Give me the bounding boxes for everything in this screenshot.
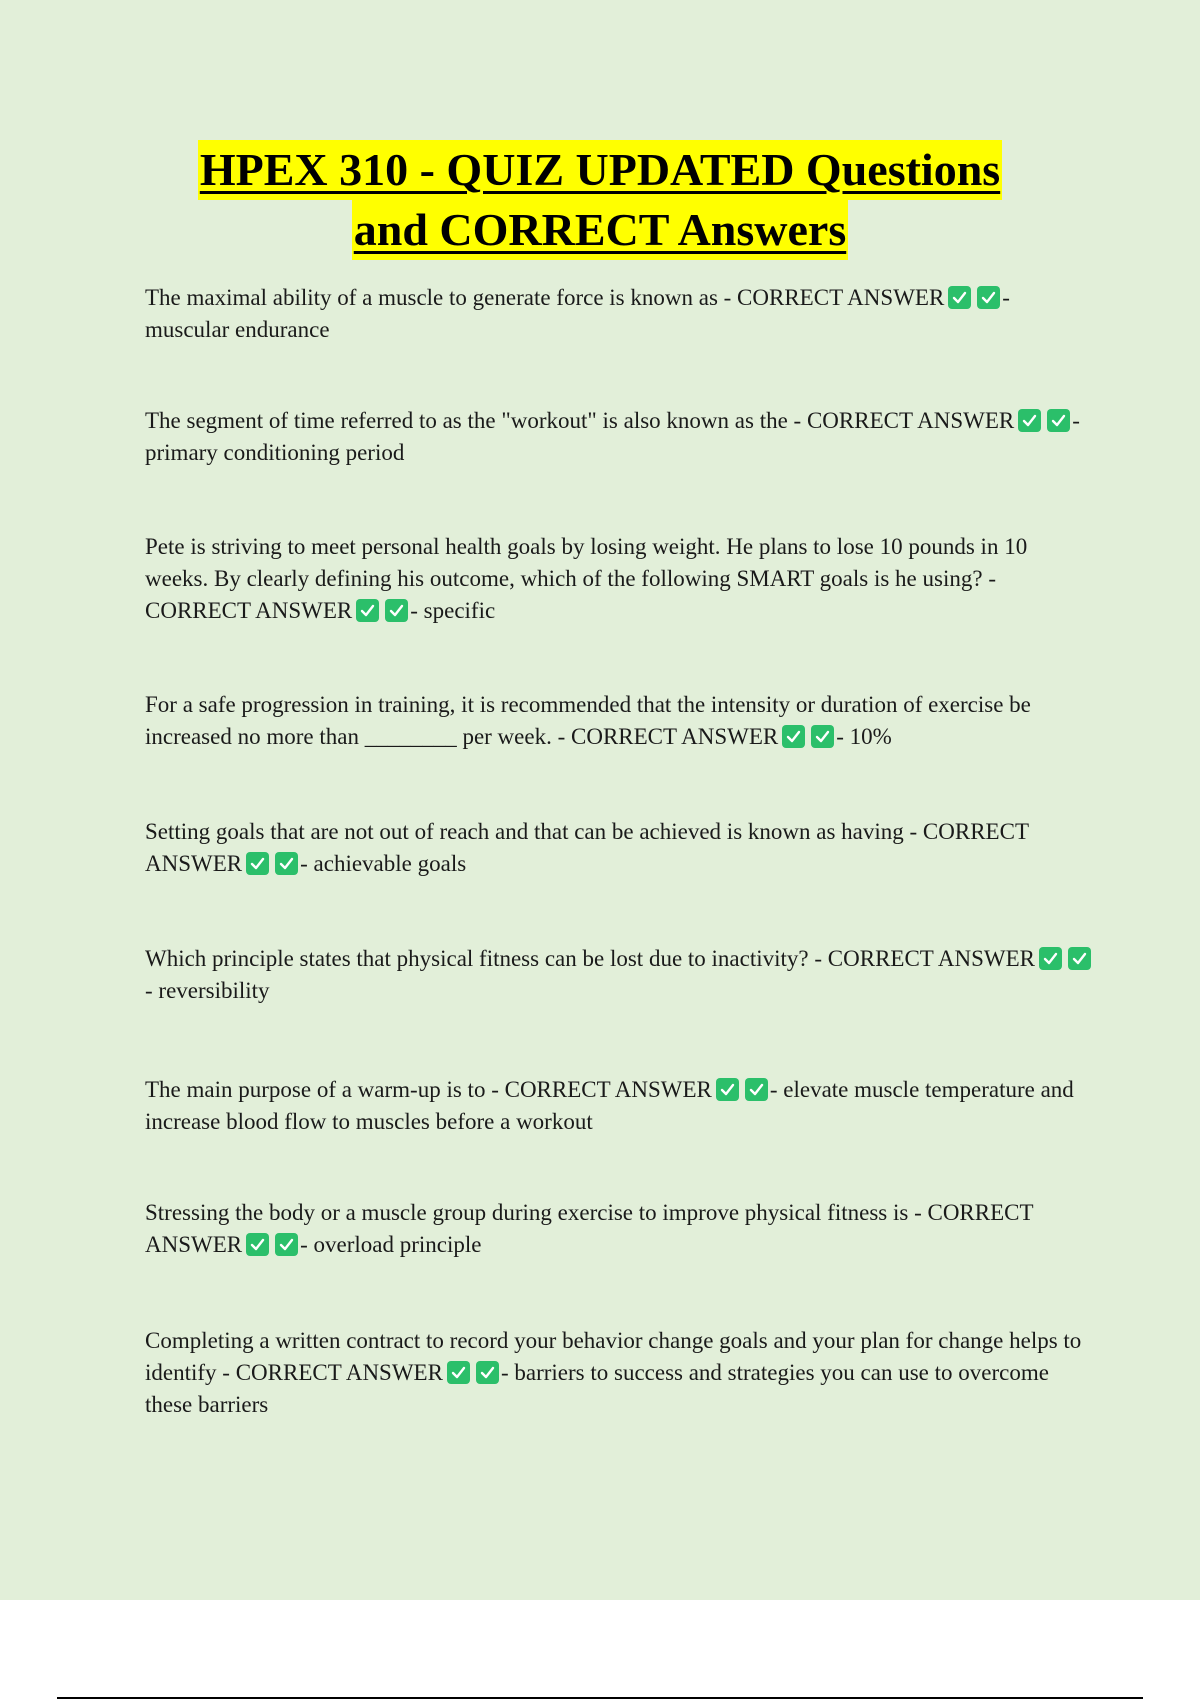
answer-text: - muscular endurance (145, 285, 1010, 342)
check-box-icon (246, 852, 269, 875)
question-text: The main purpose of a warm-up is to - CORRECT ANSWER (145, 1077, 712, 1102)
question-text: Setting goals that are not out of reach and that can be achieved is known as having - CORRECT ANSWER (145, 819, 1029, 876)
answer-text: - specific (410, 598, 496, 623)
question-text: For a safe progression in training, it is recommended that the intensity or duration of exercise be increased no more than ________ per week. - CORRECT ANSWER (145, 692, 1031, 749)
check-box-icon (782, 725, 805, 748)
question-text: Stressing the body or a muscle group during exercise to improve physical fitness is - CORRECT ANSWER (145, 1200, 1034, 1257)
check-box-icon (1018, 409, 1041, 432)
check-box-icon (1039, 947, 1062, 970)
question-text: Which principle states that physical fitness can be lost due to inactivity? - CORRECT ANSWER (145, 946, 1036, 971)
qa-item (145, 689, 1095, 753)
check-box-icon (246, 1233, 269, 1256)
check-box-icon (275, 852, 298, 875)
question-text: Completing a written contract to record your behavior change goals and your plan for change helps to identify - CORRECT ANSWER (145, 1328, 1082, 1385)
qa-item (145, 816, 1095, 880)
check-box-icon (745, 1078, 768, 1101)
answer-text: - 10% (836, 724, 892, 749)
answer-text: - barriers to success and strategies you can use to overcome these barriers (145, 1360, 1049, 1417)
qa-item (145, 282, 1095, 346)
qa-item (145, 1197, 1095, 1261)
check-box-icon (275, 1233, 298, 1256)
question-text: Pete is striving to meet personal health goals by losing weight. He plans to lose 10 pounds in 10 weeks. By clearly defining his outcome, which of the following SMART goals is he using? - CORRECT ANSWER (145, 534, 1028, 623)
check-box-icon (385, 599, 408, 622)
qa-item (145, 943, 1095, 1007)
qa-item (145, 1325, 1095, 1421)
qa-item (145, 1074, 1095, 1138)
qa-item (145, 531, 1095, 627)
answer-text: - achievable goals (300, 851, 467, 876)
qa-item (145, 405, 1095, 469)
check-box-icon (948, 286, 971, 309)
check-box-icon (811, 725, 834, 748)
question-text: The segment of time referred to as the "workout" is also known as the - CORRECT ANSWER (145, 408, 1015, 433)
answer-text: - reversibility (145, 978, 270, 1003)
check-box-icon (1068, 947, 1091, 970)
answer-text: - elevate muscle temperature and increase blood flow to muscles before a workout (145, 1077, 1074, 1134)
title-line-2: and CORRECT Answers (352, 200, 848, 260)
question-text: The maximal ability of a muscle to generate force is known as - CORRECT ANSWER (145, 285, 945, 310)
check-box-icon (716, 1078, 739, 1101)
check-box-icon (1047, 409, 1070, 432)
answer-text: - overload principle (300, 1232, 482, 1257)
check-box-icon (476, 1361, 499, 1384)
answer-text: - primary conditioning period (145, 408, 1080, 465)
check-box-icon (977, 286, 1000, 309)
footer-divider (57, 1697, 1143, 1699)
check-box-icon (447, 1361, 470, 1384)
title-line-1: HPEX 310 - QUIZ UPDATED Questions (198, 140, 1002, 200)
document-title (0, 140, 1200, 260)
check-box-icon (356, 599, 379, 622)
